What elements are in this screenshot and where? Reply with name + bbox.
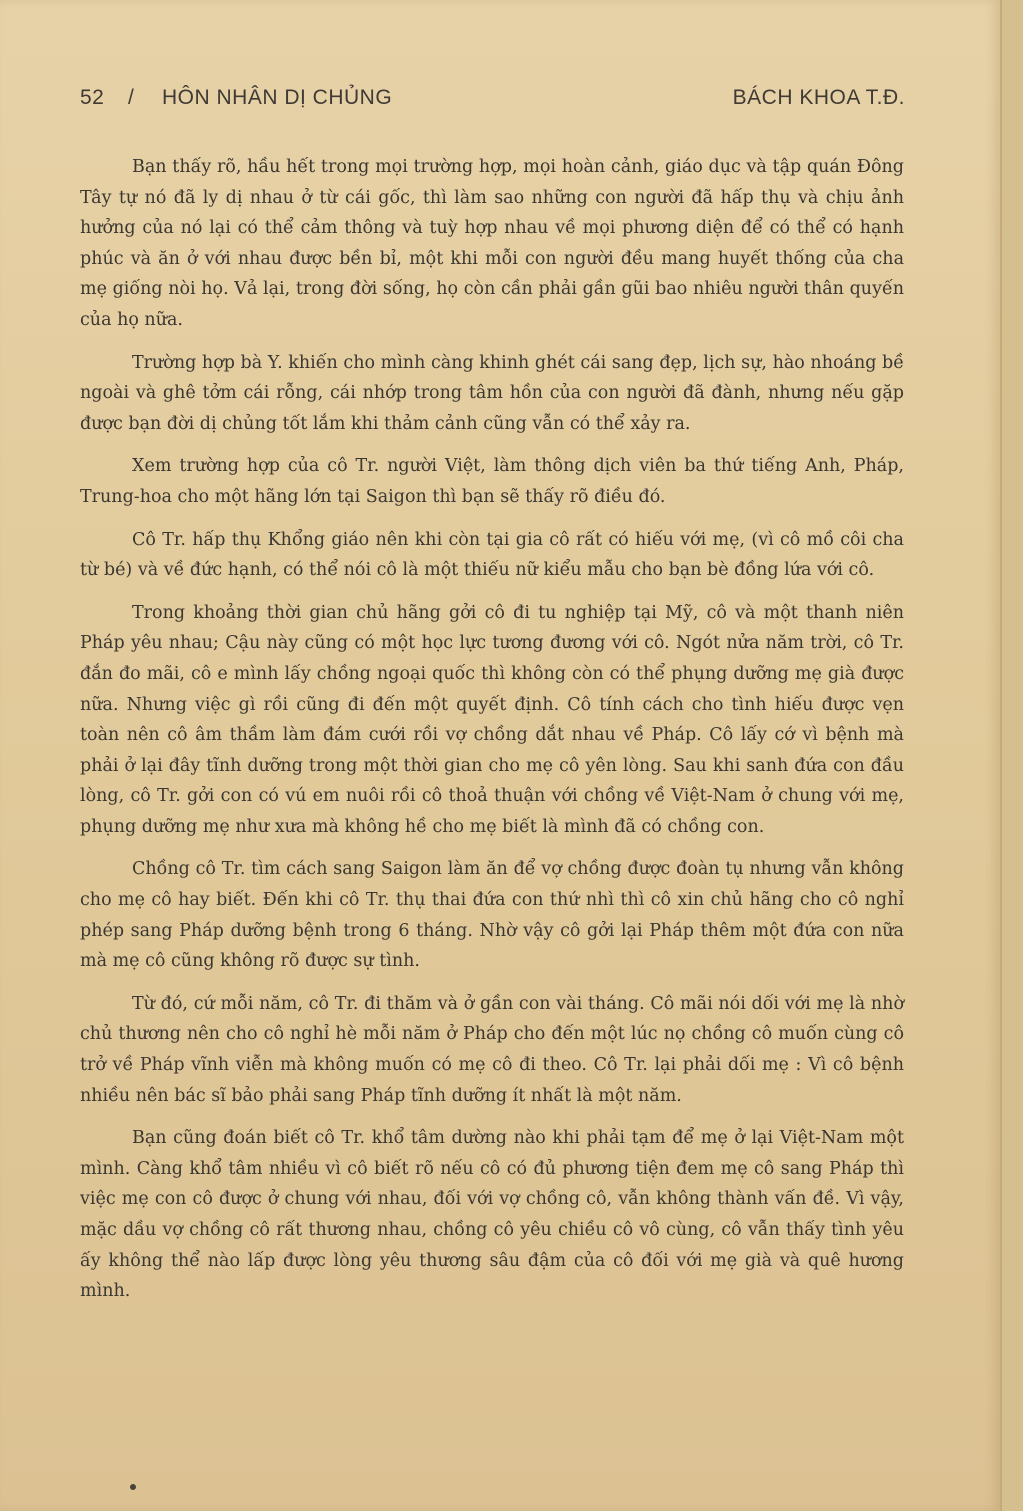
running-header	[80, 86, 905, 122]
header-separator: /	[128, 86, 135, 109]
paragraph: Từ đó, cứ mỗi năm, cô Tr. đi thăm và ở gần con vài tháng. Cô mãi nói dối với mẹ là nhờ chủ thương nên cho cô nghỉ hè mỗi năm ở Pháp cho đến một lúc nọ chồng cô muốn cùng cô trở về Pháp vĩnh viễn mà không muốn có mẹ cô đi theo. Cô Tr. lại phải dối mẹ : Vì cô bệnh nhiều nên bác sĩ bảo phải sang Pháp tĩnh dưỡng ít nhất là một năm.	[80, 993, 904, 1106]
paragraph: Bạn cũng đoán biết cô Tr. khổ tâm dường nào khi phải tạm để mẹ ở lại Việt-Nam một mình. Càng khổ tâm nhiều vì cô biết rõ nếu cô có đủ phương tiện đem mẹ cô sang Pháp thì việc mẹ con cô được ở chung với nhau, đối với vợ chồng cô, vẫn không thành vấn đề. Vì vậy, mặc dầu vợ chồng cô rất thương nhau, chồng cô yêu chiều cô vô cùng, cô vẫn thấy tình yêu ấy không thể nào lấp được lòng yêu thương sâu đậm của cô đối với mẹ già và quê hương mình.	[80, 1128, 904, 1302]
article-title: HÔN NHÂN DỊ CHỦNG	[162, 86, 393, 109]
page-edge	[1000, 0, 1023, 1511]
paragraph: Bạn thấy rõ, hầu hết trong mọi trường hợp, mọi hoàn cảnh, giáo dục và tập quán Đông Tây tự nó đã ly dị nhau ở từ cái gốc, thì làm sao những con người đã hấp thụ và chịu ảnh hưởng của nó lại có thể cảm thông và tuỳ hợp nhau về mọi phương diện để có thể có hạnh phúc và ăn ở với nhau được bền bỉ, một khi mỗi con người đều mang huyết thống của cha mẹ giống nòi họ. Vả lại, trong đời sống, họ còn cần phải gần gũi bao nhiêu người thân quyến của họ nữa.	[80, 157, 904, 330]
paragraph: Xem trường hợp của cô Tr. người Việt, làm thông dịch viên ba thứ tiếng Anh, Pháp, Trung-hoa cho một hãng lớn tại Saigon thì bạn sẽ thấy rõ điều đó.	[80, 456, 904, 507]
paragraph: Trong khoảng thời gian chủ hãng gởi cô đi tu nghiệp tại Mỹ, cô và một thanh niên Pháp yêu nhau; Cậu này cũng có một học lực tương đương với cô. Ngót nửa năm trời, cô Tr. đắn đo mãi, cô e mình lấy chồng ngoại quốc thì không còn có thể phụng dưỡng mẹ già được nữa. Nhưng việc gì rồi cũng đi đến một quyết định. Cô tính cách cho tình hiếu được vẹn toàn nên cô âm thầm làm đám cưới rồi vợ chồng dắt nhau về Pháp. Cô lấy cớ vì bệnh mà phải ở lại đây tĩnh dưỡng trong một thời gian cho mẹ cô yên lòng. Sau khi sanh đứa con đầu lòng, cô Tr. gởi con có vú em nuôi rồi cô thoả thuận với chồng về Việt-Nam ở chung với mẹ, phụng dưỡng mẹ như xưa mà không hề cho mẹ biết là mình đã có chồng con.	[80, 602, 904, 837]
paragraph: Chồng cô Tr. tìm cách sang Saigon làm ăn để vợ chồng được đoàn tụ nhưng vẫn không cho mẹ cô hay biết. Đến khi cô Tr. thụ thai đứa con thứ nhì thì cô xin chủ hãng cho cô nghỉ phép sang Pháp dưỡng bệnh trong 6 tháng. Nhờ vậy cô gởi lại Pháp thêm một đứa con nữa mà mẹ cô cũng không rõ được sự tình.	[80, 859, 904, 972]
paragraph: Trường hợp bà Y. khiến cho mình càng khinh ghét cái sang đẹp, lịch sự, hào nhoáng bề ngoài và ghê tởm cái rỗng, cái nhớp trong tâm hồn của con người đã đành, nhưng nếu gặp được bạn đời dị chủng tốt lắm khi thảm cảnh cũng vẫn có thể xảy ra.	[80, 352, 904, 434]
paragraph: Cô Tr. hấp thụ Khổng giáo nên khi còn tại gia cô rất có hiếu với mẹ, (vì cô mồ côi cha từ bé) và về đức hạnh, có thể nói cô là một thiếu nữ kiểu mẫu cho bạn bè đồng lứa với cô.	[80, 529, 904, 581]
article-body	[80, 152, 904, 1319]
ink-spot	[130, 1484, 136, 1490]
page-number: 52	[80, 86, 105, 109]
journal-name: BÁCH KHOA T.Đ.	[732, 86, 905, 109]
